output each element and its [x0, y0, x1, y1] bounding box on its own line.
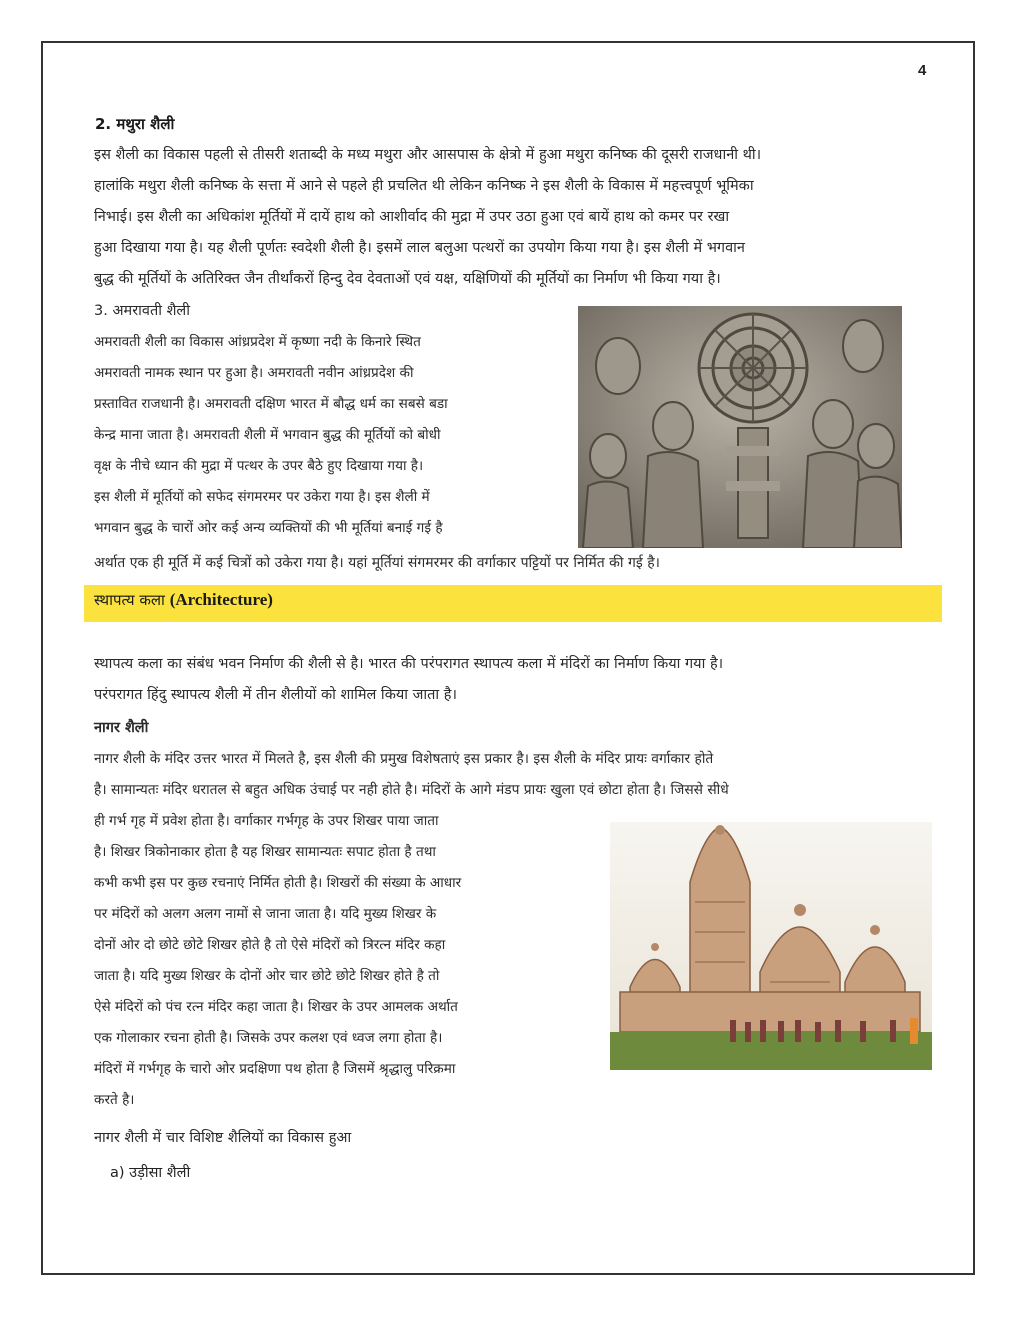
nagar-temple-image [610, 822, 932, 1070]
temple-illustration [610, 822, 932, 1070]
architecture-line: स्थापत्य कला का संबंध भवन निर्माण की शैली से है। भारत की परंपरागत स्थापत्य कला में मंदिरों का निर्माण किया गया है। [94, 656, 724, 672]
nagar-line: ऐसे मंदिरों को पंच रत्न मंदिर कहा जाता है। शिखर के उपर आमलक अर्थात [94, 999, 458, 1015]
amaravati-sculpture-image [578, 306, 902, 548]
nagar-line: दोनों ओर दो छोटे छोटे शिखर होते है तो ऐसे मंदिरों को त्रिरत्न मंदिर कहा [94, 937, 446, 953]
nagar-heading: नागर शैली [94, 720, 149, 736]
architecture-banner [84, 585, 942, 622]
nagar-line: जाता है। यदि मुख्य शिखर के दोनों ओर चार छोटे छोटे शिखर होते है तो [94, 968, 440, 984]
nagar-line: है। शिखर त्रिकोनाकार होता है यह शिखर सामान्यतः सपाट होता है तथा [94, 844, 436, 860]
amaravati-line: अमरावती शैली का विकास आंध्रप्रदेश में कृष्णा नदी के किनारे स्थित [94, 334, 421, 350]
nagar-line: कभी कभी इस पर कुछ रचनाएं निर्मित होती है। शिखरों की संख्या के आधार [94, 875, 462, 891]
mathura-line: इस शैली का विकास पहली से तीसरी शताब्दी के मध्य मथुरा और आसपास के क्षेत्रो में हुआ मथुरा कनिष्क की दूसरी राजधानी थी। [94, 147, 762, 163]
amaravati-paragraph [94, 327, 562, 544]
nagar-line: करते है। [94, 1092, 135, 1108]
amaravati-line: इस शैली में मूर्तियों को सफेद संगमरमर पर उकेरा गया है। इस शैली में [94, 489, 430, 505]
architecture-title-hi: स्थापत्य कला [94, 591, 165, 609]
architecture-title-en: (Architecture) [169, 590, 273, 609]
amaravati-line: वृक्ष के नीचे ध्यान की मुद्रा में पत्थर के उपर बैठे हुए दिखाया गया है। [94, 458, 424, 474]
mathura-heading: 2. मथुरा शैली [95, 115, 175, 133]
amaravati-line: अमरावती नामक स्थान पर हुआ है। अमरावती नवीन आंध्रप्रदेश की [94, 365, 414, 381]
list-item-odisha: a) उड़ीसा शैली [110, 1165, 191, 1181]
nagar-line: एक गोलाकार रचना होती है। जिसके उपर कलश एवं ध्वज लगा होता है। [94, 1030, 443, 1046]
page-number: 4 [918, 62, 927, 79]
mathura-line: निभाई। इस शैली का अधिकांश मूर्तियों में दायें हाथ को आशीर्वाद की मुद्रा में उपर उठा हुआ एवं बायें हाथ को कमर पर रखा [94, 209, 730, 225]
mathura-line: बुद्ध की मूर्तियों के अतिरिक्त जैन तीर्थांकरों हिन्दु देव देवताओं एवं यक्ष, यक्षिणियों की मूर्तियों का निर्माण भी किया गया है। [94, 271, 721, 287]
amaravati-line: भगवान बुद्ध के चारों ओर कई अन्य व्यक्तियों की भी मूर्तियां बनाई गई है [94, 520, 443, 536]
sculpture-illustration [578, 306, 902, 548]
nagar-line: है। सामान्यतः मंदिर धरातल से बहुत अधिक उंचाई पर नही होते है। मंदिरों के आगे मंडप प्रायः खुला एवं छोटा होता है। जिससे सीधे [94, 782, 729, 798]
nagar-line: मंदिरों में गर्भगृह के चारो ओर प्रदक्षिणा पथ होता है जिसमें श्रृद्धालु परिक्रमा [94, 1061, 456, 1077]
nagar-line: पर मंदिरों को अलग अलग नामों से जाना जाता है। यदि मुख्य शिखर के [94, 906, 437, 922]
mathura-paragraph [94, 140, 934, 295]
architecture-line: परंपरागत हिंदु स्थापत्य शैली में तीन शैलीयों को शामिल किया जाता है। [94, 687, 457, 703]
nagar-intro [94, 744, 934, 806]
nagar-line: ही गर्भ गृह में प्रवेश होता है। वर्गाकार गर्भगृह के उपर शिखर पाया जाता [94, 813, 439, 829]
mathura-line: हालांकि मथुरा शैली कनिष्क के सत्ता में आने से पहले ही प्रचलित थी लेकिन कनिष्क ने इस शैली के विकास में महत्त्वपूर्ण भूमिका [94, 178, 754, 194]
amaravati-line: प्रस्तावित राजधानी है। अमरावती दक्षिण भारत में बौद्ध धर्म का सबसे बडा [94, 396, 448, 412]
nagar-closing: नागर शैली में चार विशिष्ट शैलियों का विकास हुआ [94, 1130, 352, 1146]
mathura-line: हुआ दिखाया गया है। यह शैली पूर्णतः स्वदेशी शैली है। इसमें लाल बलुआ पत्थरों का उपयोग किया गया है। इस शैली में भगवान [94, 240, 745, 256]
architecture-paragraph [94, 649, 934, 711]
amaravati-line: केन्द्र माना जाता है। अमरावती शैली में भगवान बुद्ध की मूर्तियों को बोधी [94, 427, 441, 443]
nagar-line: नागर शैली के मंदिर उत्तर भारत में मिलते है, इस शैली की प्रमुख विशेषताएं इस प्रकार है। इस शैली के मंदिर प्रायः वर्गाकार होते [94, 751, 714, 767]
amaravati-last-line: अर्थात एक ही मूर्ति में कई चित्रों को उकेरा गया है। यहां मूर्तियां संगमरमर की वर्गाकार पट्टियों पर निर्मित की गई है। [94, 555, 660, 571]
amaravati-heading: 3. अमरावती शैली [94, 303, 191, 319]
nagar-paragraph [94, 806, 592, 1116]
